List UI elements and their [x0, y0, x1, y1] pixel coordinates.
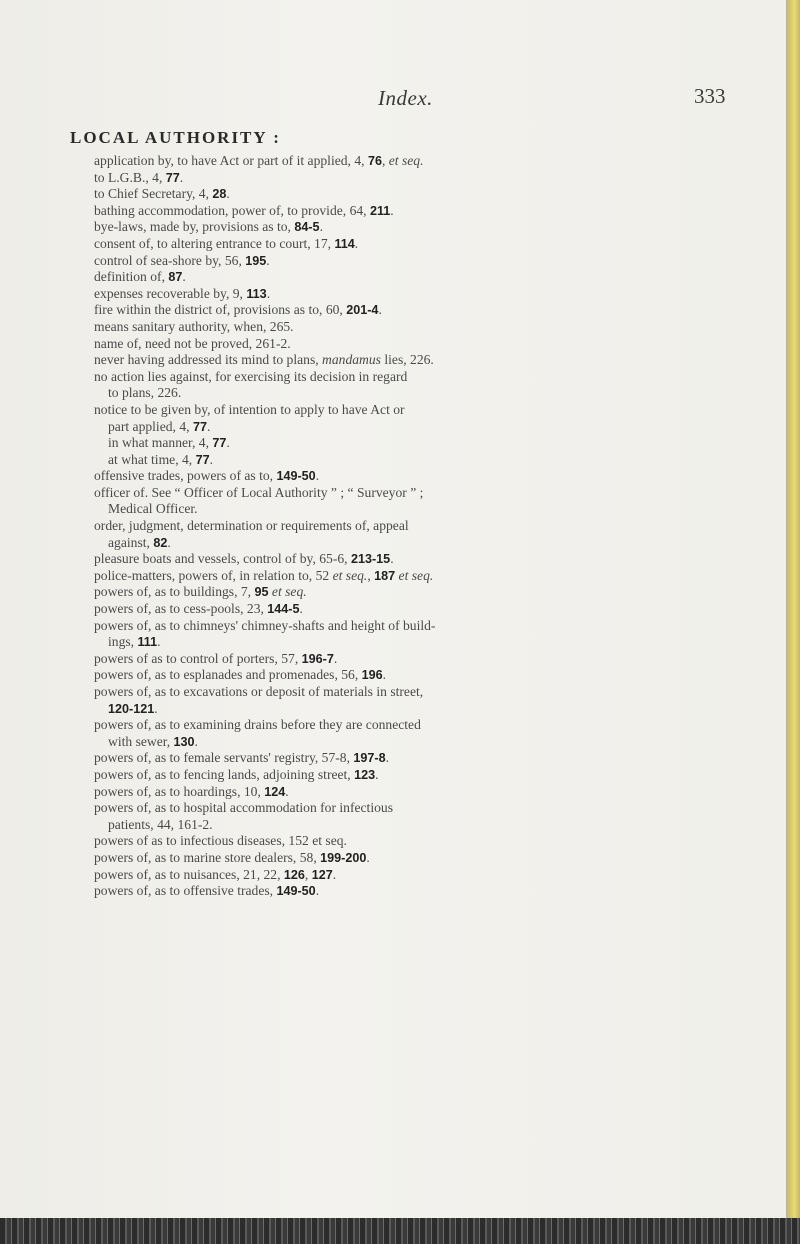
- index-entry: [94, 867, 744, 884]
- entry-text: powers of as to control of porters, 57,: [94, 650, 302, 666]
- entry-text: .: [209, 451, 214, 467]
- entry-text: ,: [381, 153, 389, 168]
- book-bottom-edge: [0, 1218, 800, 1244]
- page-reference: 111: [137, 635, 158, 650]
- page-reference: 187: [374, 568, 396, 583]
- entry-text: et seq.: [332, 567, 368, 583]
- entry-text: in what manner, 4,: [108, 435, 213, 451]
- page-reference: 196-7: [301, 651, 334, 666]
- entry-text: consent of, to altering entrance to court, 17,: [94, 235, 335, 251]
- page-reference: 201-4: [346, 303, 379, 318]
- entry-text: .: [332, 866, 337, 882]
- entry-text: powers of, as to examining drains before they are connected: [94, 717, 421, 733]
- index-entry: [94, 302, 744, 319]
- index-entry: [94, 485, 744, 518]
- index-entry: [94, 402, 744, 435]
- page-reference: 77: [195, 452, 210, 467]
- entry-text: .: [226, 435, 230, 451]
- entry-text: powers of, as to marine store dealers, 58,: [94, 849, 321, 865]
- entry-text: .: [226, 186, 230, 202]
- page-reference: 213-15: [350, 552, 391, 567]
- page-reference: 124: [264, 784, 286, 799]
- entry-text: .: [385, 750, 390, 766]
- index-entry: [94, 618, 744, 651]
- page-reference: 197-8: [353, 751, 386, 766]
- entry-text: et seq.: [388, 153, 424, 168]
- entry-text: .: [299, 601, 303, 617]
- index-entry: [94, 269, 744, 286]
- entry-text: police-matters, powers of, in relation to, 52: [94, 567, 333, 583]
- page-reference: 77: [192, 419, 207, 434]
- index-entry: [94, 767, 744, 784]
- entry-text: officer of. See “ Officer of Local Authority ” ; “ Surveyor ” ;: [94, 484, 424, 500]
- entry-text: bye-laws, made by, provisions as to,: [94, 219, 295, 235]
- index-entry: [94, 186, 744, 203]
- entry-text: .: [319, 219, 323, 235]
- entry-text: to L.G.B., 4,: [94, 169, 166, 185]
- entry-text: .: [390, 202, 394, 218]
- page-reference: 84-5: [294, 220, 320, 235]
- index-entry: [94, 833, 744, 850]
- entry-text: never having addressed its mind to plans,: [94, 352, 323, 368]
- page-reference: 123: [354, 767, 376, 782]
- index-entry: [94, 684, 744, 717]
- page-reference: 76: [367, 154, 382, 168]
- page-reference: 28: [212, 187, 227, 202]
- entry-text: powers of, as to buildings, 7,: [94, 584, 255, 600]
- page-reference: 113: [246, 286, 267, 301]
- entry-text: ings,: [108, 634, 138, 650]
- entry-text: powers of, as to female servants' registry, 57-8,: [94, 750, 354, 766]
- entry-text: .: [315, 468, 320, 484]
- index-entry: [94, 319, 744, 336]
- index-entry: [94, 883, 744, 900]
- index-entry: [94, 551, 744, 568]
- entry-text: .: [266, 252, 270, 268]
- page-reference: 77: [165, 170, 180, 185]
- page-reference: 130: [173, 734, 195, 749]
- index-entry: [94, 651, 744, 668]
- page-reference: 114: [334, 236, 355, 251]
- index-entry: [108, 435, 744, 452]
- entry-text: powers of, as to fencing lands, adjoining street,: [94, 766, 355, 782]
- index-entry: [94, 336, 744, 353]
- entry-text: .: [390, 551, 394, 567]
- entry-text: powers of, as to hospital accommodation for infectious: [94, 800, 393, 816]
- entry-text: ,: [304, 866, 312, 882]
- page-reference: 77: [212, 436, 227, 451]
- entry-text: powers of as to infectious diseases, 152 et seq.: [94, 833, 347, 849]
- index-entry: [94, 667, 744, 684]
- entry-text: pleasure boats and vessels, control of by, 65-6,: [94, 551, 351, 567]
- index-entries: [94, 153, 744, 900]
- page-reference: 127: [311, 867, 333, 882]
- index-entry: [94, 203, 744, 220]
- entry-text: to plans, 226.: [108, 385, 182, 401]
- entry-text: et seq.: [398, 567, 434, 583]
- index-entry: [94, 170, 744, 187]
- entry-text: powers of, as to chimneys' chimney-shafts and height of build-: [94, 617, 436, 633]
- entry-text: definition of,: [94, 269, 169, 285]
- index-entry: [94, 352, 744, 369]
- entry-text: et seq.: [271, 584, 307, 600]
- entry-text: .: [182, 269, 186, 285]
- entry-text: lies, 226.: [380, 352, 434, 368]
- entry-text: mandamus: [322, 352, 381, 368]
- entry-text: notice to be given by, of intention to apply to have Act or: [94, 401, 405, 417]
- index-entry: [94, 601, 744, 618]
- page-reference: 95: [254, 585, 269, 600]
- index-entry: [94, 286, 744, 303]
- page-reference: 120-121: [108, 701, 155, 716]
- index-entry: [94, 236, 744, 253]
- index-entry: [94, 568, 744, 585]
- entry-text: .: [157, 634, 161, 650]
- entry-text: .: [333, 650, 338, 666]
- entry-text: ,: [367, 567, 375, 583]
- entry-text: against,: [108, 534, 154, 550]
- entry-text: .: [154, 700, 158, 716]
- entry-text: powers of, as to offensive trades,: [94, 883, 277, 899]
- entry-text: .: [366, 849, 370, 865]
- index-entry: [94, 800, 744, 833]
- entry-text: .: [266, 285, 271, 301]
- entry-text: .: [206, 418, 211, 434]
- entry-text: no action lies against, for exercising its decision in regard: [94, 368, 408, 384]
- index-entry: [94, 518, 744, 551]
- page-reference: 199-200: [320, 850, 367, 865]
- entry-text: .: [378, 302, 382, 318]
- entry-text: offensive trades, powers of as to,: [94, 468, 277, 484]
- index-entry: [94, 369, 744, 402]
- entry-text: name of, need not be proved, 261-2.: [94, 335, 291, 351]
- entry-text: powers of, as to cess-pools, 23,: [94, 601, 268, 617]
- entry-text: .: [194, 733, 198, 749]
- entry-text: fire within the district of, provisions as to, 60,: [94, 302, 347, 318]
- index-entry: [94, 153, 744, 170]
- entry-text: powers of, as to esplanades and promenades, 56,: [94, 667, 362, 683]
- entry-text: .: [315, 883, 320, 899]
- page-reference: 149-50: [276, 884, 316, 899]
- entry-text: means sanitary authority, when, 265.: [94, 318, 294, 334]
- entry-text: patients, 44, 161-2.: [108, 816, 213, 832]
- index-entry: [94, 468, 744, 485]
- entry-text: bathing accommodation, power of, to provide, 64,: [94, 202, 370, 218]
- entry-text: application by, to have Act or part of it applied, 4,: [94, 153, 368, 168]
- entry-text: at what time, 4,: [108, 451, 196, 467]
- index-entry: [94, 717, 744, 750]
- index-entry: [94, 584, 744, 601]
- entry-text: with sewer,: [108, 733, 174, 749]
- entry-text: .: [375, 766, 379, 782]
- entry-text: order, judgment, determination or requirements of, appeal: [94, 518, 409, 534]
- entry-text: Medical Officer.: [108, 501, 198, 517]
- entry-text: .: [382, 667, 387, 683]
- entry-text: .: [285, 783, 289, 799]
- entry-text: to Chief Secretary, 4,: [94, 186, 213, 202]
- page-reference: 149-50: [276, 469, 316, 484]
- page-reference: 87: [168, 270, 183, 285]
- index-entry: [94, 219, 744, 236]
- running-head: Index.: [378, 86, 433, 110]
- page-reference: 126: [283, 867, 305, 882]
- page-reference: 144-5: [267, 602, 300, 617]
- entry-text: powers of, as to nuisances, 21, 22,: [94, 866, 284, 882]
- index-entry: [94, 784, 744, 801]
- entry-text: .: [167, 534, 171, 550]
- page-reference: 195: [245, 253, 267, 268]
- entry-text: expenses recoverable by, 9,: [94, 285, 247, 301]
- index-entry: [94, 253, 744, 270]
- index-entry: [94, 850, 744, 867]
- entry-text: control of sea-shore by, 56,: [94, 252, 246, 268]
- index-entry: [108, 452, 744, 469]
- entry-text: powers of, as to hoardings, 10,: [94, 783, 265, 799]
- page-reference: 82: [153, 535, 168, 550]
- entry-text: .: [354, 235, 359, 251]
- index-entry: [94, 750, 744, 767]
- page-number: 333: [694, 84, 726, 108]
- entry-text: part applied, 4,: [108, 418, 193, 434]
- index-heading: LOCAL AUTHORITY :: [70, 128, 281, 147]
- page-edge: [786, 0, 800, 1244]
- entry-text: powers of, as to excavations or deposit of materials in street,: [94, 684, 424, 699]
- entry-text: .: [179, 169, 184, 185]
- page-reference: 211: [369, 203, 391, 218]
- page-reference: 196: [361, 668, 383, 683]
